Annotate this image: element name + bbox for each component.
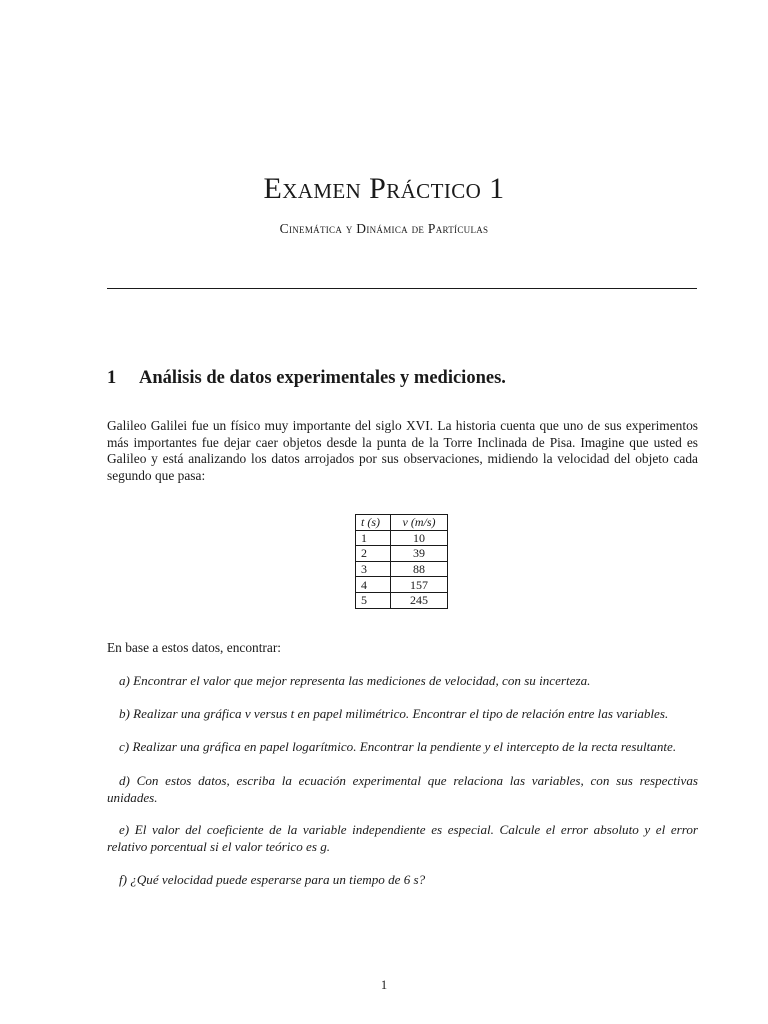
page-number: 1 bbox=[380, 978, 388, 992]
column-header-time: t (s) bbox=[356, 515, 391, 531]
document-title: Examen Práctico 1 bbox=[263, 172, 505, 205]
question-item-c: c) Realizar una gráfica en papel logarítmico. Encontrar la pendiente y el intercepto de la recta resultante. bbox=[119, 739, 677, 754]
question-item-a: a) Encontrar el valor que mejor representa las mediciones de velocidad, con su incerteza. bbox=[119, 673, 591, 688]
velocity-cell: 10 bbox=[391, 530, 448, 546]
document-subtitle: Cinemática y Dinámica de Partículas bbox=[279, 221, 489, 236]
velocity-cell: 245 bbox=[391, 592, 448, 608]
time-cell: 2 bbox=[356, 546, 391, 562]
table-row bbox=[356, 530, 448, 546]
table-row bbox=[356, 577, 448, 593]
question-item-e: e) El valor del coeficiente de la variable independiente es especial. Calcule el error absoluto y el error relativo porcentual si el valor teórico es g. bbox=[107, 822, 698, 854]
problem-statement: Galileo Galilei fue un físico muy importante del siglo XVI. La historia cuenta que uno de sus experimentos más importantes fue dejar caer objetos desde la punta de la Torre Inclinada de Pisa. Imagine que usted es Galileo y está analizando los datos arrojados por sus observaciones, midiendo la velocidad del objeto cada segundo que pasa: bbox=[107, 418, 698, 483]
time-cell: 5 bbox=[356, 592, 391, 608]
velocity-cell: 39 bbox=[391, 546, 448, 562]
time-cell: 4 bbox=[356, 577, 391, 593]
question-item-d: d) Con estos datos, escriba la ecuación experimental que relaciona las variables, con sus respectivas unidades. bbox=[107, 773, 698, 805]
table-row bbox=[356, 592, 448, 608]
section-number: 1 bbox=[107, 368, 117, 388]
velocity-data-table bbox=[355, 514, 448, 609]
time-cell: 3 bbox=[356, 561, 391, 577]
table-row bbox=[356, 561, 448, 577]
section-title: Análisis de datos experimentales y mediciones. bbox=[139, 368, 506, 388]
question-item-f: f) ¿Qué velocidad puede esperarse para un tiempo de 6 s? bbox=[119, 872, 426, 887]
velocity-cell: 157 bbox=[391, 577, 448, 593]
velocity-cell: 88 bbox=[391, 561, 448, 577]
title-divider bbox=[107, 288, 697, 289]
table-header-row bbox=[356, 515, 448, 531]
question-item-b: b) Realizar una gráfica v versus t en papel milimétrico. Encontrar el tipo de relación entre las variables. bbox=[119, 706, 669, 721]
column-header-velocity: v (m/s) bbox=[391, 515, 448, 531]
section-heading bbox=[107, 368, 506, 389]
items-intro: En base a estos datos, encontrar: bbox=[107, 640, 282, 655]
table-row bbox=[356, 546, 448, 562]
time-cell: 1 bbox=[356, 530, 391, 546]
